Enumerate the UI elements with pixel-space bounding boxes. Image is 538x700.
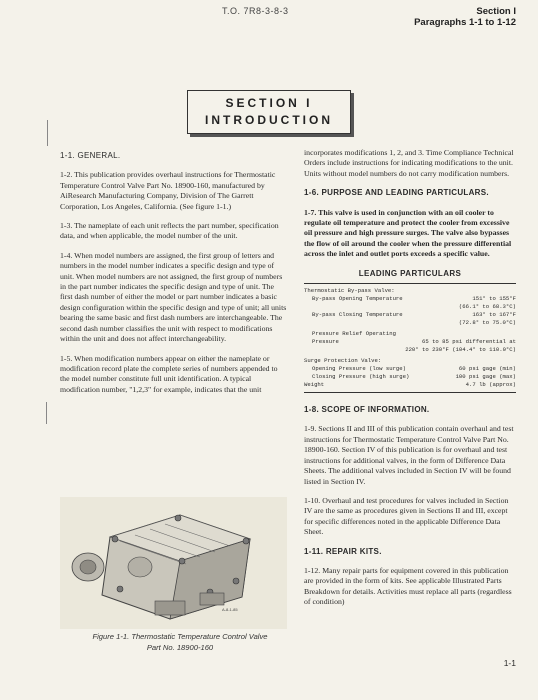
lp-label: Weight bbox=[304, 381, 325, 389]
lp-row bbox=[304, 365, 516, 373]
lp-label: Pressure bbox=[312, 338, 339, 346]
figure-tag: A-8-1-85 bbox=[222, 607, 238, 612]
heading-purpose: 1-6. PURPOSE AND LEADING PARTICULARS. bbox=[304, 188, 489, 198]
leading-particulars-table bbox=[304, 287, 516, 389]
section-title-box bbox=[187, 90, 351, 134]
lp-value: 65 to 85 psi differential at bbox=[422, 338, 516, 346]
rule-bottom bbox=[304, 392, 516, 393]
paragraph-1-2: 1-2. This publication provides overhaul instructions for Thermostatic Temperature Control Valve Part No. 18900-160, manufactured by AiResearch Manufacturing Company, Division of The Garrett Corporation, Los Angeles, California. (See figure 1-1.) bbox=[60, 170, 276, 211]
lp-relief: Pressure Relief Operating bbox=[312, 330, 396, 338]
page-number: 1-1 bbox=[503, 658, 516, 668]
lp-row bbox=[304, 338, 516, 346]
left-column bbox=[60, 151, 287, 404]
paragraph-1-12: 1-12. Many repair parts for equipment covered in this publication are provided in the form of kits. See applicable Illustrated Parts Breakdown for details. Activities must replace all parts (regardless of condition) bbox=[304, 565, 512, 607]
section-title: SECTION I bbox=[225, 96, 313, 110]
paragraph-1-10: 1-10. Overhaul and test procedures for valves included in Section IV are the same as procedures given in Sections II and III, except for specific differences noted in the applicable Difference Data Sheet. bbox=[304, 495, 509, 537]
lp-value: 4.7 lb (approx) bbox=[465, 381, 516, 389]
lp-value: (66.1° to 68.3°C) bbox=[458, 303, 516, 311]
heading-repair-kits: 1-11. REPAIR KITS. bbox=[304, 546, 382, 556]
lp-label: By-pass Closing Temperature bbox=[312, 311, 403, 319]
lp-surge: Surge Protection Valve: bbox=[304, 357, 382, 365]
section-label: Section I bbox=[476, 6, 516, 17]
paragraph-1-5: 1-5. When modification numbers appear on either the nameplate or modification record plate the complete series of numbers appended to the model number constitute full unit identification. A typical modification number, "1,2,3" for example, indicates that the unit bbox=[60, 353, 278, 394]
lp-value: 151° to 155°F bbox=[472, 295, 516, 303]
right-column bbox=[304, 148, 516, 617]
rule-top bbox=[304, 283, 516, 284]
lp-value: 60 psi gage (min) bbox=[458, 365, 516, 373]
heading-general: 1-1. GENERAL. bbox=[60, 151, 121, 160]
lp-label: By-pass Opening Temperature bbox=[312, 295, 403, 303]
figure-caption bbox=[70, 631, 290, 653]
lp-value: 100 psi gage (max) bbox=[455, 373, 516, 381]
to-number: T.O. 7R8-3-8-3 bbox=[222, 6, 289, 16]
heading-scope: 1-8. SCOPE OF INFORMATION. bbox=[304, 405, 430, 415]
figure-valve-photo bbox=[60, 497, 287, 629]
paragraph-1-5-continued: incorporates modifications 1, 2, and 3. Time Compliance Technical Orders include instructions for indicating modifications to the unit. Units without model numbers do not carry modification numbers. bbox=[304, 148, 514, 178]
lp-value: 163° to 167°F bbox=[472, 311, 516, 319]
lp-label: Closing Pressure (high surge) bbox=[312, 373, 410, 381]
lp-row bbox=[304, 311, 516, 319]
figure-caption-line2: Part No. 18900-160 bbox=[146, 643, 214, 652]
paragraph-1-9: 1-9. Sections II and III of this publication contain overhaul and test instructions for Thermostatic Temperature Control Valve Part No. 18900-160. Section IV of this publication is for overhaul and test instructions for additional valves, in the form of Difference Data Sheets. The additional valves included in Section IV will be found listed in Section IV. bbox=[304, 424, 514, 486]
figure-caption-line1: Figure 1-1. Thermostatic Temperature Control Valve bbox=[92, 632, 268, 641]
lp-value: (72.8° to 75.0°C) bbox=[458, 319, 516, 327]
lp-label: Opening Pressure (low surge) bbox=[312, 365, 406, 373]
section-header bbox=[414, 6, 516, 28]
lp-row bbox=[304, 381, 516, 389]
section-subtitle: INTRODUCTION bbox=[205, 113, 333, 127]
margin-mark bbox=[46, 402, 47, 424]
valve-illustration bbox=[60, 497, 287, 629]
paragraph-1-7: 1-7. This valve is used in conjunction with an oil cooler to regulate oil temperature and protect the cooler from excessive oil pressure and high pressure surges. The valve also bypasses the flow of oil around the cooler when the pressure differential across the inlet and outlet ports exceeds a specific value. bbox=[304, 207, 512, 259]
margin-mark bbox=[47, 120, 48, 146]
paragraph-range: Paragraphs 1-1 to 1-12 bbox=[414, 17, 516, 28]
lp-value: 220° to 230°F (104.4° to 110.0°C) bbox=[405, 346, 516, 354]
lp-row bbox=[304, 373, 516, 381]
paragraph-1-3: 1-3. The nameplate of each unit reflects the part number, specification data, and when applicable, the model number of the unit. bbox=[60, 221, 279, 241]
lp-bypass: Thermostatic By-pass Valve: bbox=[304, 287, 395, 295]
leading-particulars-title: LEADING PARTICULARS bbox=[358, 268, 462, 278]
paragraph-1-4: 1-4. When model numbers are assigned, the first group of letters and numbers in the model number indicates a specific design and type of unit. When model numbers are not assigned, the first group of numbers in the part number indicates the specific design and type of unit. The first dash number of either the model or part number indicates a basic design configuration within the specific design and type of unit; all units bearing the same basic and first dash numbers are interchangeable. The second dash number classifies the unit with respect to modifications within the unit and does not affect interchangeability. bbox=[60, 250, 287, 344]
lp-row bbox=[304, 295, 516, 303]
